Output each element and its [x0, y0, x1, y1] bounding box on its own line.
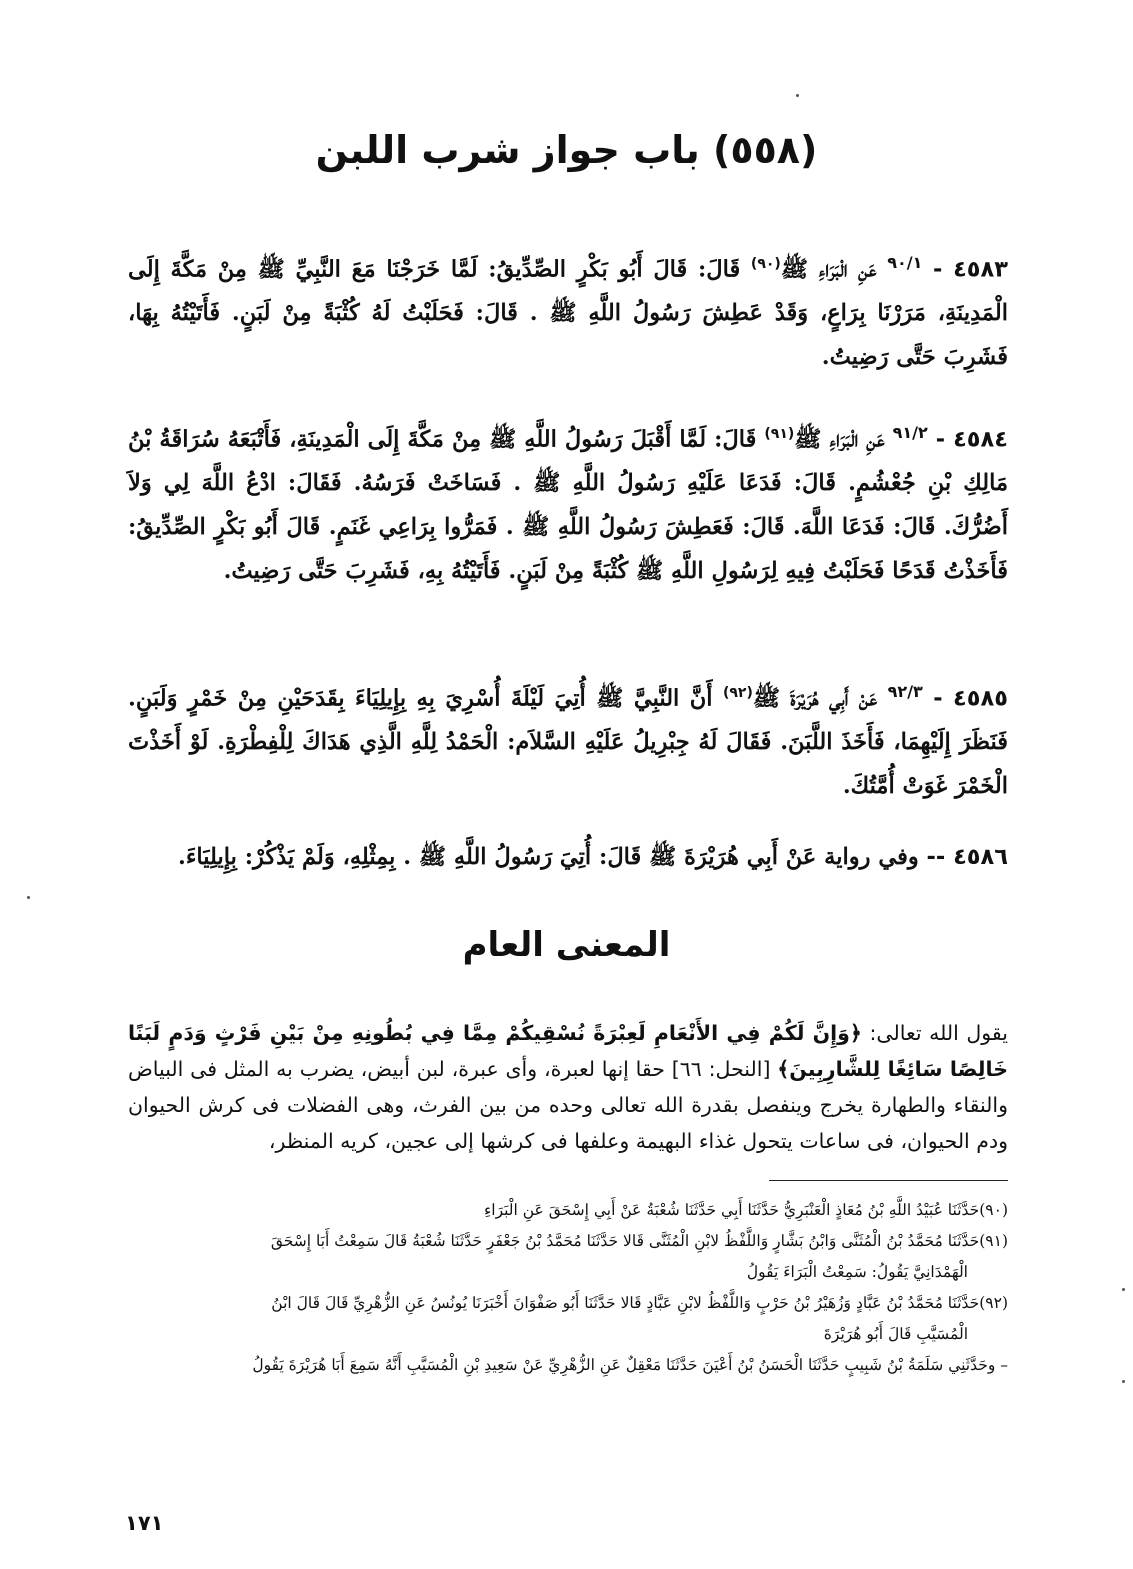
footnote-92-continued: الْمُسَيَّبِ قَالَ أَبُو هُرَيْرَةَ — [823, 1325, 968, 1343]
footnote-92-variant: – وحَدَّثَنِي سَلَمَةُ بْنُ شَبِيبٍ حَدَّثَنَا الْحَسَنُ بْنُ أَعْيَنَ حَدَّثَنَا مَعْقِلٌ عَنِ الزُّهْرِيِّ عَنْ سَعِيدِ بْنِ الْمُسَيَّبِ أَنَّهُ سَمِعَ أَبَا هُرَيْرَةَ يَقُولُ — [252, 1356, 1008, 1374]
general-body: [النحل: ٦٦] حقا إنها لعبرة، وأى عبرة، لبن أبيض، يضرب به المثل فى البياض والنقاء والطهارة يخرج وينفصل بقدرة الله تعالى وحده من بين الفرث، وهى الفضلات فى كرش الحيوان ودم الحيوان، فى ساعات يتحول غذاء البهيمة وعلفها فى كرشها إلى عجين، كريه المنظر، — [128, 1056, 1008, 1153]
footnote-91: (٩١)حَدَّثَنَا مُحَمَّدُ بْنُ الْمُثَنَّى وَابْنُ بَشَّارٍ وَاللَّفْظُ لابْنِ الْمُثَنَّى قَالا حَدَّثَنَا مُحَمَّدُ بْنُ جَعْفَرٍ حَدَّثَنَا شُعْبَةُ قَالَ سَمِعْتُ أَبَا إِسْحَقَ — [270, 1232, 1008, 1250]
section-title: المعنى العام — [462, 925, 671, 965]
hadith-number: ٤٥٨٥ - — [933, 685, 1008, 711]
hadith-fraction: ٩١/٢ — [892, 422, 928, 442]
footnote-90: (٩٠)حَدَّثَنَا عُبَيْدُ اللَّهِ بْنُ مُعَاذٍ الْعَنْبَرِيُّ حَدَّثَنَا أَبِي حَدَّثَنَا شُعْبَةُ عَنْ أَبِي إِسْحَقَ عَنِ الْبَرَاءِ — [483, 1201, 1008, 1219]
hadith-number: ٤٥٨٦ -- — [926, 843, 1008, 870]
footnote-ref: (٩٠) — [750, 255, 781, 272]
footnote-divider — [769, 1180, 1008, 1181]
scan-speck — [27, 896, 30, 899]
hadith-number: ٤٥٨٣ - — [933, 256, 1009, 282]
general-meaning-text — [128, 1015, 1008, 1159]
footnote-91-continued: الْهَمْدَانِيَّ يَقُولُ: سَمِعْتُ الْبَرَاءَ يَقُولُ — [746, 1263, 968, 1281]
hadith-narrator: عَنِ الْبَرَاءِ ﷺ — [794, 426, 885, 452]
footnotes — [128, 1195, 1008, 1381]
hadith-number: ٤٥٨٤ - — [935, 426, 1008, 452]
hadith-fraction: ٩٠/١ — [887, 252, 923, 272]
hadith-4583 — [128, 241, 1008, 380]
hadith-narrator: عَنِ الْبَرَاءِ ﷺ — [780, 256, 877, 282]
hadith-4586 — [128, 835, 1008, 879]
hadith-4584 — [128, 411, 1008, 594]
footnote-ref: (٩٢) — [722, 684, 753, 701]
footnote-92: (٩٢)حَدَّثَنَا مُحَمَّدُ بْنُ عَبَّادٍ وَزُهَيْرُ بْنُ حَرْبٍ وَاللَّفْظُ لابْنِ عَبَّادٍ قَالا حَدَّثَنَا أَبُو صَفْوَانَ أَخْبَرَنَا يُونُسُ عَنِ الزُّهْرِيِّ قَالَ قَالَ ابْنُ — [271, 1294, 1008, 1312]
footnote-ref: (٩١) — [764, 425, 795, 442]
hadith-narrator: عَنْ أَبِي هُرَيْرَةَ ﷺ — [752, 685, 878, 711]
hadith-fraction: ٩٢/٣ — [887, 681, 923, 701]
scan-speck — [1122, 1380, 1125, 1383]
hadith-4585 — [128, 670, 1008, 809]
scan-speck — [796, 94, 799, 97]
scan-speck — [1122, 1288, 1125, 1291]
hadith-text: أَنَّ النَّبِيَّ ﷺ أُتِيَ لَيْلَةَ أُسْرِيَ بِهِ بِإِيلِيَاءَ بِقَدَحَيْنِ مِنْ خَمْرٍ وَلَبَنٍ. فَنَظَرَ إِلَيْهِمَا، فَأَخَذَ اللَّبَنَ. فَقَالَ لَهُ جِبْرِيلُ عَلَيْهِ السَّلاَم: الْحَمْدُ لِلَّهِ الَّذِي هَدَاكَ لِلْفِطْرَةِ. لَوْ أَخَذْتَ الْخَمْرَ غَوَتْ أُمَّتُكَ. — [128, 685, 1008, 799]
hadith-text: قَالَ: لَمَّا أَقْبَلَ رَسُولُ اللَّهِ ﷺ مِنْ مَكَّةَ إِلَى الْمَدِينَةِ، فَأَتْبَعَهُ سُرَاقَةُ بْنُ مَالِكِ بْنِ جُعْشُمٍ. قَالَ: فَدَعَا عَلَيْهِ رَسُولُ اللَّهِ ﷺ . فَسَاخَتْ فَرَسُهُ. فَقَالَ: ادْعُ اللَّهَ لِي وَلاَ أَضُرُّكَ. قَالَ: فَدَعَا اللَّهَ. قَالَ: فَعَطِشَ رَسُولُ اللَّهِ ﷺ . فَمَرُّوا بِرَاعِي غَنَمٍ. قَالَ أَبُو بَكْرٍ الصِّدِّيقُ: فَأَخَذْتُ قَدَحًا فَحَلَبْتُ فِيهِ لِرَسُولِ اللَّهِ ﷺ كُثْبَةً مِنْ لَبَنٍ. فَأَتَيْتُهُ بِهِ، فَشَرِبَ حَتَّى رَضِيتُ. — [128, 426, 1008, 584]
general-intro: يقول الله تعالى: — [869, 1020, 1008, 1045]
hadith-text: وفي رواية عَنْ أَبِي هُرَيْرَةَ ﷺ قَالَ: أُتِيَ رَسُولُ اللَّهِ ﷺ . بِمِثْلِهِ، وَلَمْ يَذْكُرْ: بِإِيلِيَاءَ. — [178, 843, 919, 870]
quran-verse: ﴿وَإِنَّ لَكُمْ فِي الأَنْعَامِ لَعِبْرَةً نُسْقِيكُمْ مِمَّا فِي بُطُونِهِ مِنْ بَيْنِ فَرْثٍ وَدَمٍ لَبَنًا خَالِصًا سَائِغًا لِلشَّارِبِينَ﴾ — [128, 1020, 1008, 1081]
chapter-title: (٥٥٨) باب جواز شرب اللبن — [315, 128, 818, 172]
hadith-text: قَالَ: قَالَ أَبُو بَكْرٍ الصِّدِّيقُ: لَمَّا خَرَجْنَا مَعَ النَّبِيِّ ﷺ مِنْ مَكَّةَ إِلَى الْمَدِينَةِ، مَرَرْنَا بِرَاعٍ، وَقَدْ عَطِشَ رَسُولُ اللَّهِ ﷺ . قَالَ: فَحَلَبْتُ لَهُ كُثْبَةً مِنْ لَبَنٍ. فَأَتَيْتُهُ بِهَا، فَشَرِبَ حَتَّى رَضِيتُ. — [128, 256, 1008, 370]
page-number: ١٧١ — [125, 1511, 164, 1535]
